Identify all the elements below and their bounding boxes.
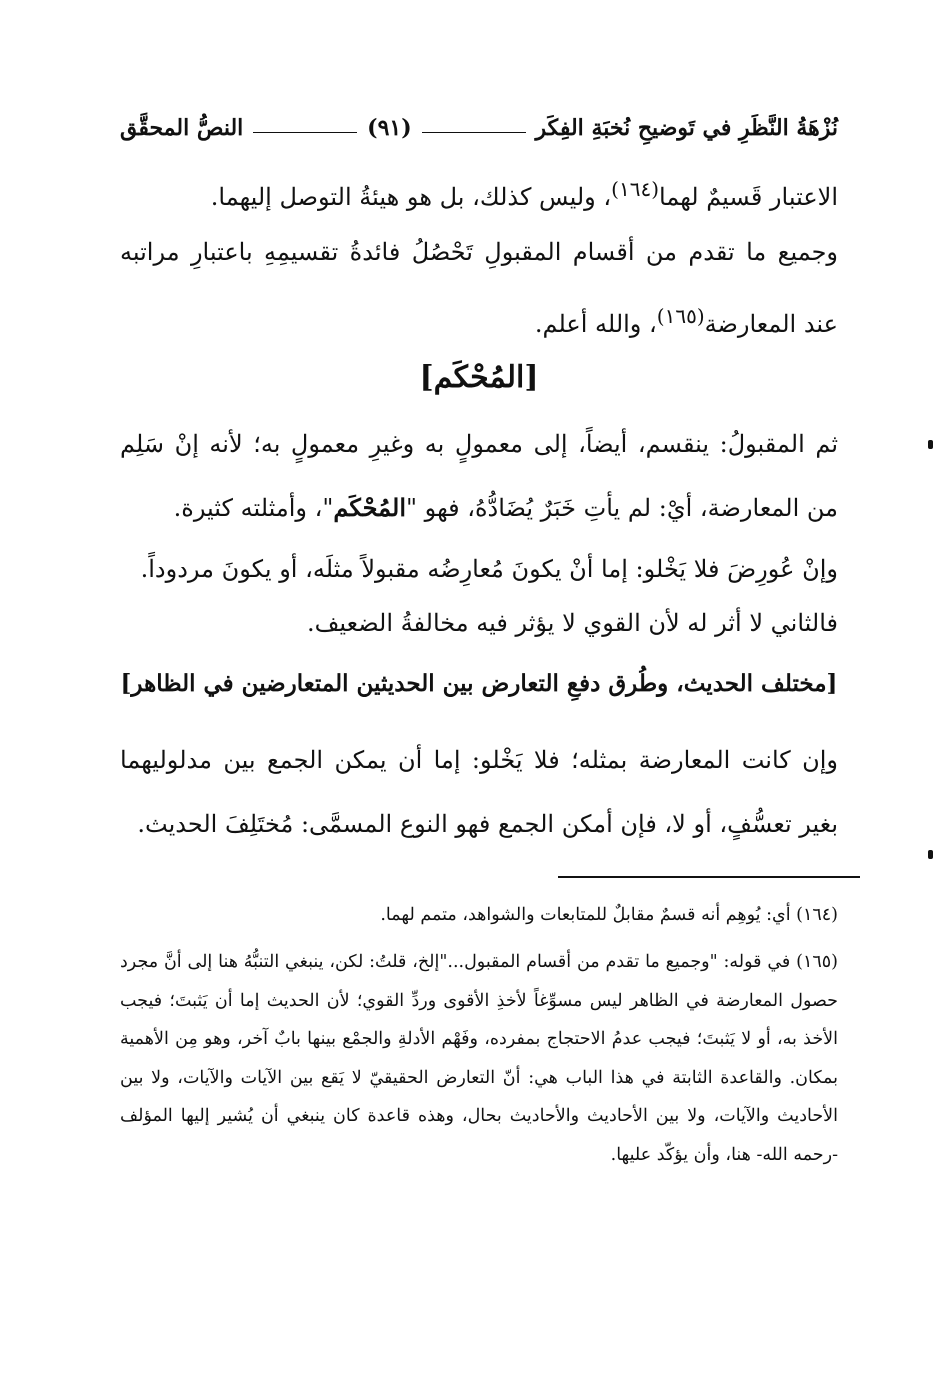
- running-header: [120, 108, 838, 148]
- footnote-ref-164: (١٦٤): [611, 177, 660, 201]
- paragraph-6: وإن كانت المعارضة بمثله؛ فلا يَخْلو: إما أن يمكن الجمع بين مدلوليهما بغير تعسُّفٍ، أو لا، فإن أمكن الجمع فهو النوع المسمَّى: مُختَلِفَ الحديث.: [120, 746, 838, 838]
- paragraph-1: [120, 157, 838, 229]
- header-rule-right: [422, 132, 526, 133]
- paragraph-1-text: الاعتبار قَسيمٌ لهما: [659, 183, 838, 211]
- paragraph-2-text: وجميع ما تقدم من أقسام المقبولِ تَحْصُلُ فائدةُ تقسيمِهِ باعتبارِ مراتبه عند المعارضة: [120, 238, 838, 338]
- scan-mark-1: [928, 440, 933, 449]
- paragraph-3-text-a: ثم المقبولُ: ينقسم، أيضاً، إلى معمولٍ به وغيرِ معمولٍ به؛ لأنه إنْ سَلِم من المعارضة، أيْ: لم يأتِ خَبَرٌ يُضَادُّهُ، فهو ": [120, 430, 838, 522]
- footnote-165-text: في قوله: "وجميع ما تقدم من أقسام المقبول..."إلخ، قلتُ: لكن، ينبغي التنبُّهُ هنا إلى أنَّ مجرد حصول المعارضة في الظاهر ليس مسوِّغاً لأخذِ الأقوى وردِّ القوي؛ لأن الحديث إما أن يَثبتَ؛ فيجب الأخذ به، أو لا يَثبتَ؛ فيجب عدمُ الاحتجاج بمفرده، وفَهْم الأدلةِ والجمْع بينها بابٌ آخر، وهو مِن الأهمية بمكان. والقاعدة الثابتة في هذا الباب هي: أنّ التعارض الحقيقيّ لا يَقع بين الآيات والآيات، ولا بين الأحاديث والآيات، ولا بين الأحاديث والأحاديث بحال، وهذه قاعدة كان ينبغي أن يُشير إليها المؤلف -رحمه الله- هنا، وأن يؤكّد عليها.: [120, 952, 838, 1165]
- section-heading-muhkam: [المُحْكَم]: [419, 360, 539, 395]
- paragraph-3-text-b: "، وأمثلته كثيرة.: [173, 494, 334, 522]
- footnote-ref-165: (١٦٥): [656, 304, 705, 328]
- scan-mark-2: [928, 850, 933, 859]
- footnote-164-number: (١٦٤): [796, 905, 838, 925]
- footnote-165: [120, 943, 838, 1174]
- paragraph-1-rest: ، وليس كذلك، بل هو هيئةُ التوصل إليهما.: [210, 183, 612, 211]
- footnote-separator: [558, 876, 860, 878]
- header-right-title: نُزْهَةُ النَّظَرِ في تَوضيحِ نُخبَةِ الفِكَر: [535, 115, 838, 141]
- paragraph-2: [120, 220, 838, 356]
- footnote-164-text: أي: يُوهِم أنه قسمٌ مقابلٌ للمتابعات والشواهد، متمم لهما.: [380, 905, 791, 925]
- section-heading-mukhtalif: [مختلف الحديث، وطُرق دفعِ التعارض بين الحديثين المتعارضين في الظاهر]: [120, 670, 838, 697]
- page-number: (٩١): [367, 115, 412, 141]
- footnote-165-number: (١٦٥): [796, 952, 838, 972]
- header-rule-left: [253, 132, 357, 133]
- paragraph-3: [120, 412, 838, 540]
- paragraph-5: فالثاني لا أثر له لأن القوي لا يؤثر فيه مخالفةُ الضعيف.: [306, 609, 838, 637]
- footnote-164: [120, 896, 838, 935]
- paragraph-4: وإنْ عُورِضَ فلا يَخْلو: إما أنْ يكونَ مُعارِضُه مقبولاً مثلَه، أو يكونَ مردوداً.: [140, 555, 838, 583]
- header-left-title: النصُّ المحقَّق: [120, 115, 244, 141]
- paragraph-2-rest: ، والله أعلم.: [534, 310, 657, 338]
- term-muhkam: المُحْكَم: [333, 493, 406, 522]
